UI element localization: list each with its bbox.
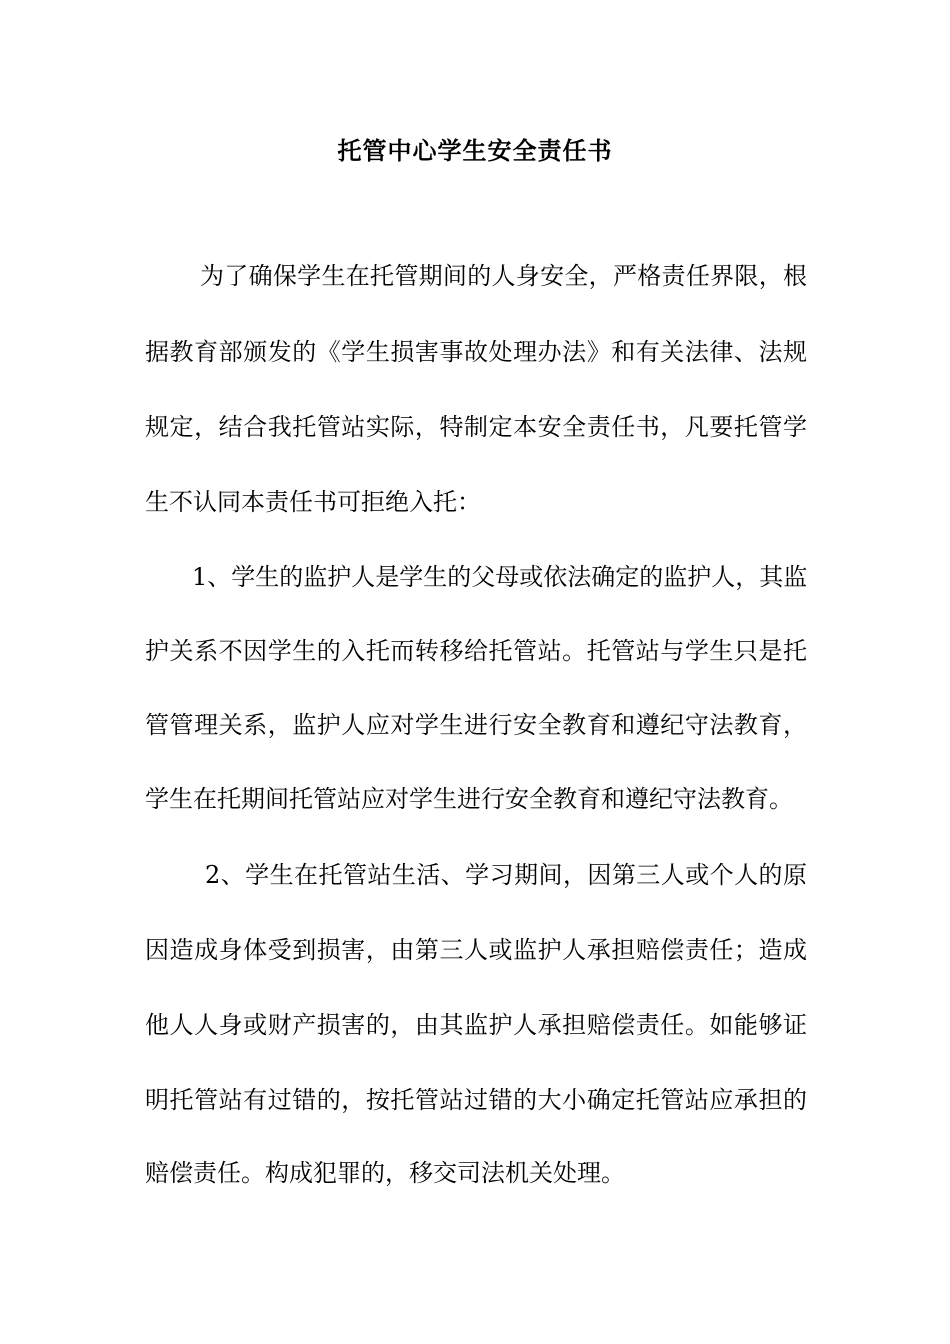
paragraph-line: 规定，结合我托管站实际，特制定本安全责任书，凡要托管学 (145, 413, 807, 441)
paragraph-line: 为了确保学生在托管期间的人身安全，严格责任界限，根 (200, 262, 807, 290)
document-title: 托管中心学生安全责任书 (337, 137, 613, 165)
paragraph-line: 因造成身体受到损害，由第三人或监护人承担赔偿责任；造成 (145, 936, 807, 964)
paragraph-line: 2、学生在托管站生活、学习期间，因第三人或个人的原 (205, 861, 807, 889)
paragraph-line: 1、学生的监护人是学生的父母或依法确定的监护人，其监 (192, 563, 807, 591)
paragraph-line: 赔偿责任。构成犯罪的，移交司法机关处理。 (145, 1159, 625, 1187)
paragraph-line: 明托管站有过错的，按托管站过错的大小确定托管站应承担的 (145, 1086, 807, 1114)
paragraph-line: 生不认同本责任书可拒绝入托： (145, 488, 481, 516)
paragraph-line: 护关系不因学生的入托而转移给托管站。托管站与学生只是托 (145, 637, 807, 665)
paragraph-line: 据教育部颁发的《学生损害事故处理办法》和有关法律、法规 (145, 338, 807, 366)
paragraph-line: 学生在托期间托管站应对学生进行安全教育和遵纪守法教育。 (145, 785, 793, 813)
paragraph-line: 他人人身或财产损害的，由其监护人承担赔偿责任。如能够证 (145, 1011, 807, 1039)
paragraph-line: 管管理关系，监护人应对学生进行安全教育和遵纪守法教育， (145, 711, 807, 739)
